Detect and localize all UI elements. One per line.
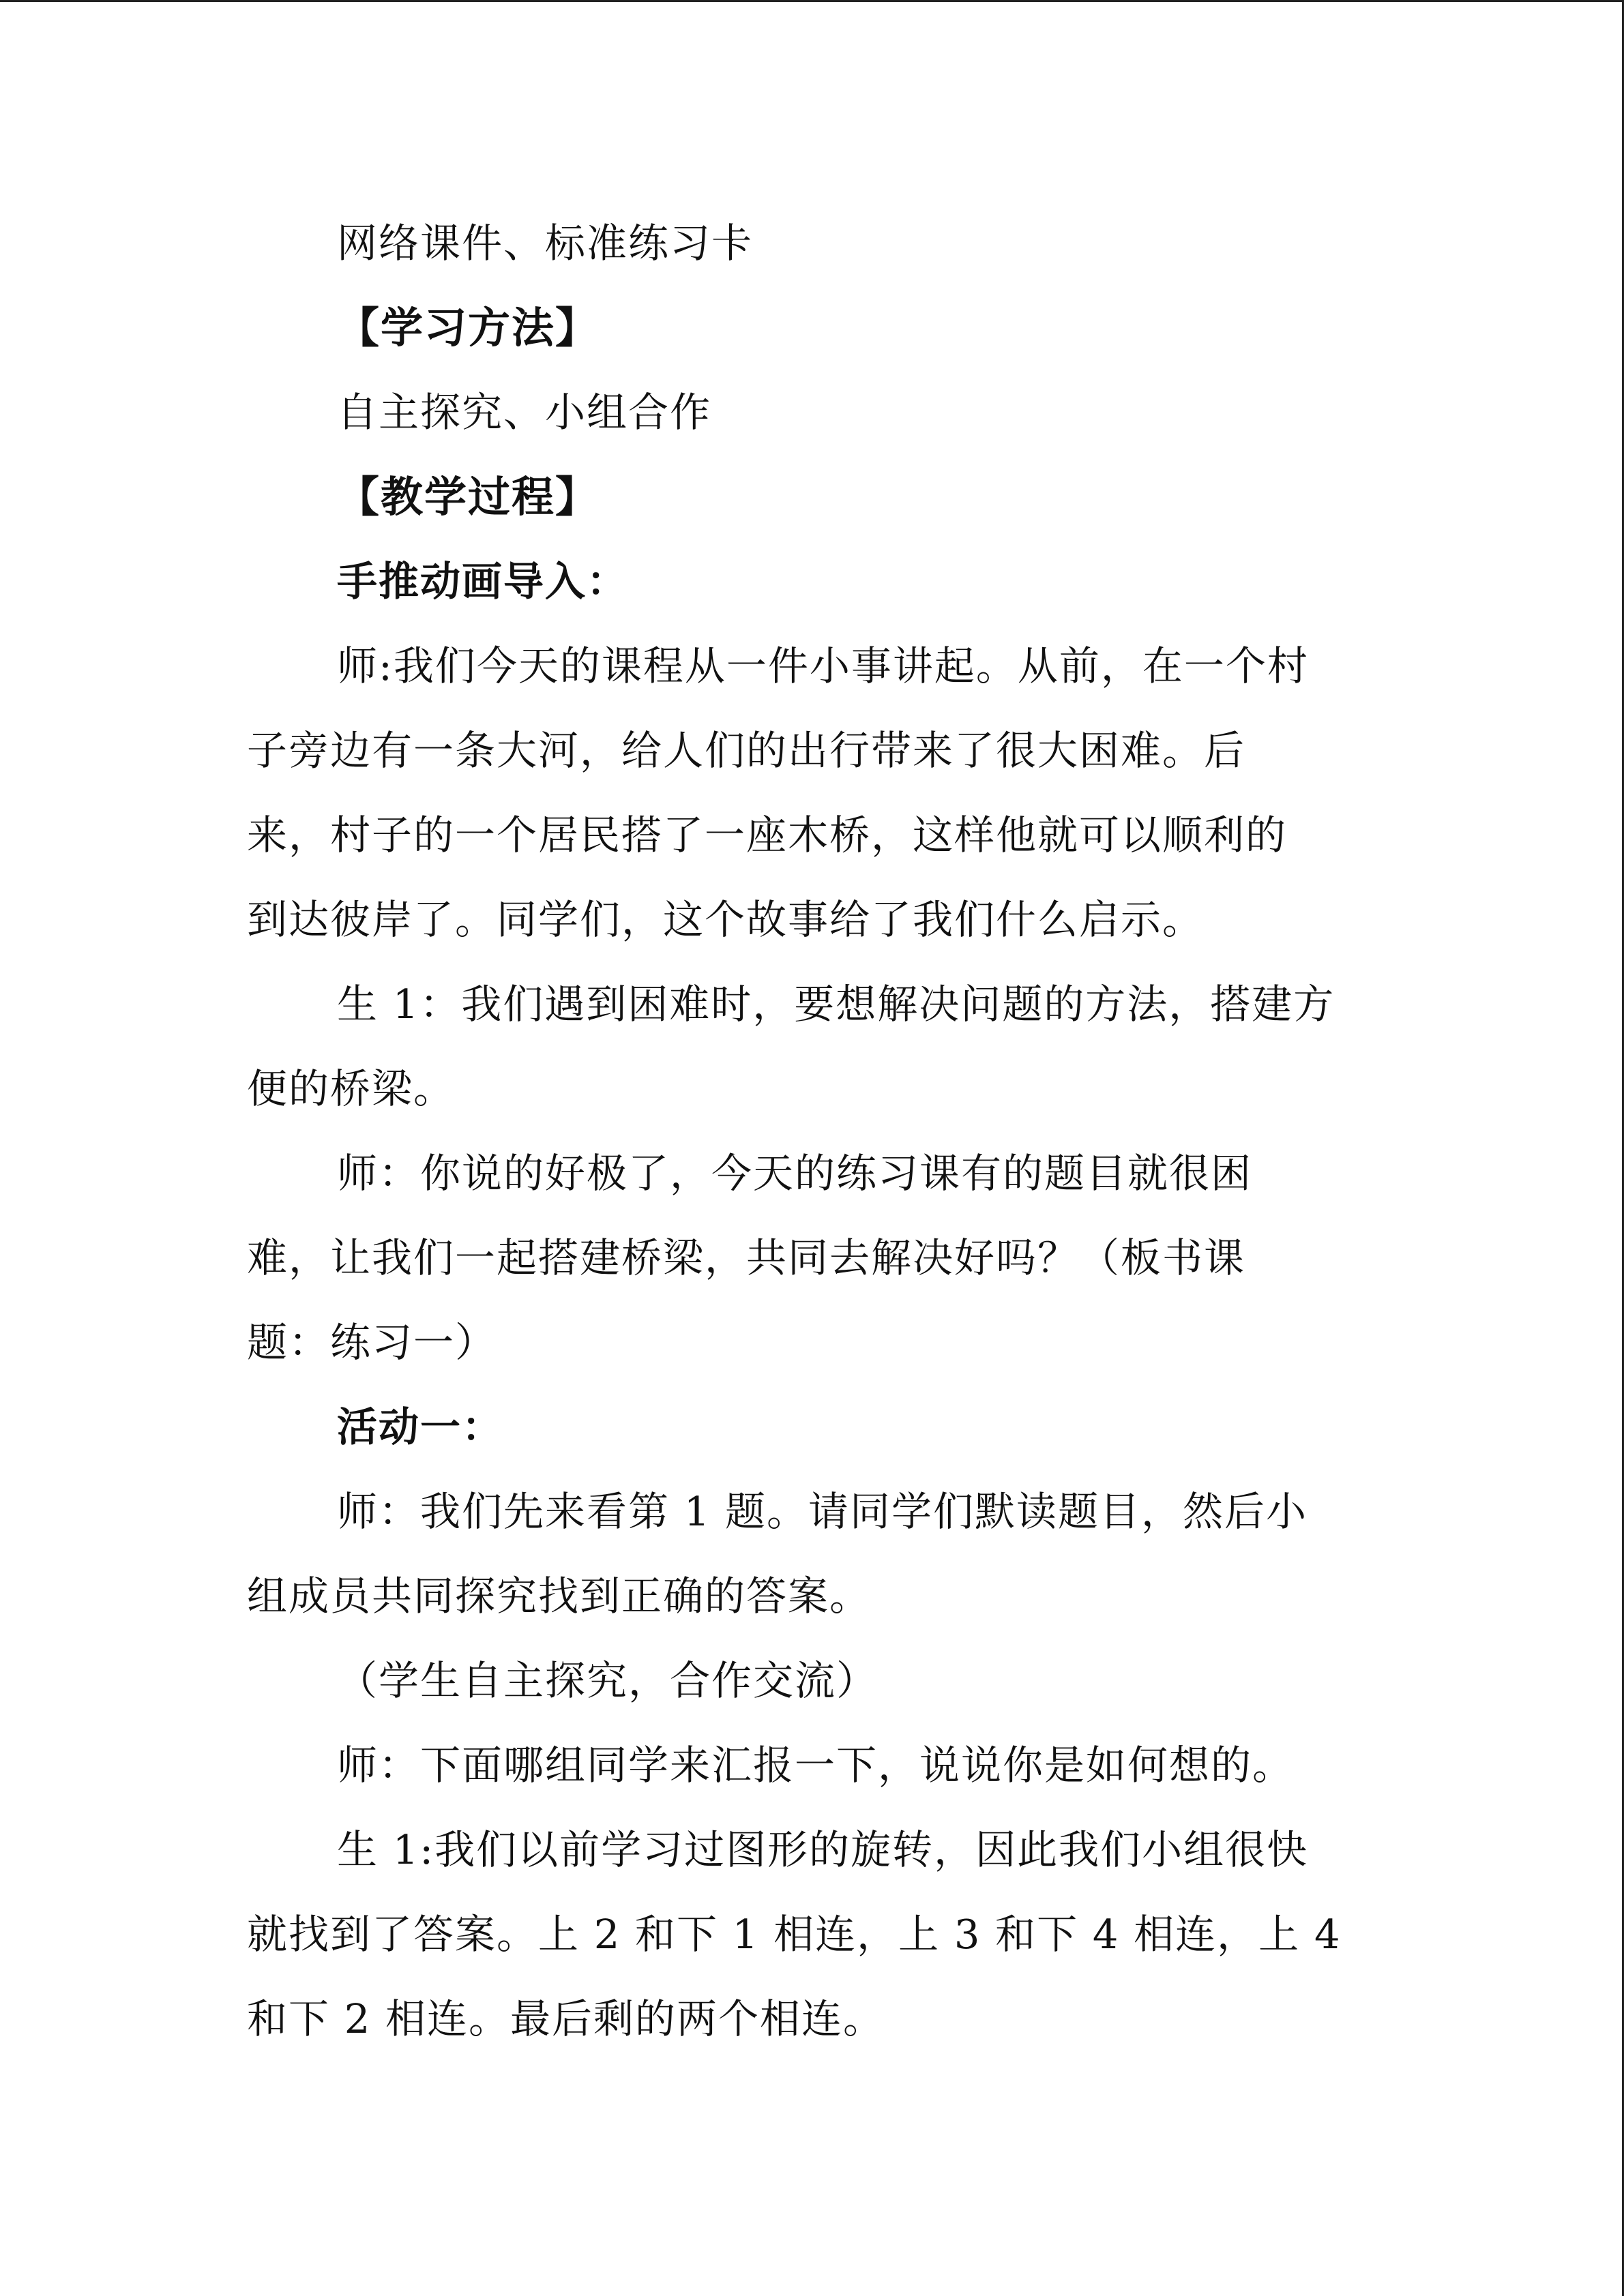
- heading-learning-methods: 【学习方法】: [337, 303, 600, 353]
- paragraph-line: 和下 2 相连。最后剩的两个相连。: [247, 1995, 885, 2042]
- paragraph-line: 难，让我们一起搭建桥梁，共同去解决好吗？（板书课: [247, 1234, 1246, 1281]
- paragraph-line: 题：练习一）: [247, 1319, 497, 1366]
- paragraph-line: 来，村子的一个居民搭了一座木桥，这样他就可以顺利的: [247, 811, 1288, 859]
- page-border-top: [0, 0, 1624, 2]
- paragraph-line: 师:我们今天的课程从一件小事讲起。从前，在一个村: [337, 642, 1309, 689]
- paragraph-line: 就找到了答案。上 2 和下 1 相连，上 3 和下 4 相连，上 4: [247, 1911, 1342, 1958]
- paragraph-line: 师：你说的好极了，今天的练习课有的题目就很困: [337, 1150, 1253, 1197]
- paragraph-line: 组成员共同探究找到正确的答案。: [247, 1572, 872, 1620]
- paragraph-line: （学生自主探究，合作交流）: [337, 1657, 879, 1704]
- paragraph-line: 生 1：我们遇到困难时，要想解决问题的方法，搭建方: [337, 981, 1335, 1028]
- paragraph-line: 师：下面哪组同学来汇报一下，说说你是如何想的。: [337, 1742, 1295, 1789]
- paragraph-line: 子旁边有一条大河，给人们的出行带来了很大困难。后: [247, 727, 1246, 774]
- paragraph-line: 生 1:我们以前学习过图形的旋转，因此我们小组很快: [337, 1826, 1309, 1873]
- paragraph-line: 便的桥梁。: [247, 1065, 456, 1112]
- subheading-activity-one: 活动一：: [337, 1403, 504, 1450]
- heading-teaching-process: 【教学过程】: [337, 472, 600, 522]
- materials-line: 网络课件、标准练习卡: [337, 220, 754, 267]
- paragraph-line: 到达彼岸了。同学们，这个故事给了我们什么启示。: [247, 896, 1205, 943]
- document-body: [247, 201, 1379, 2061]
- methods-line: 自主探究、小组合作: [337, 389, 712, 436]
- subheading-animation-intro: 手推动画导入：: [337, 558, 629, 605]
- paragraph-line: 师：我们先来看第 1 题。请同学们默读题目，然后小: [337, 1488, 1308, 1535]
